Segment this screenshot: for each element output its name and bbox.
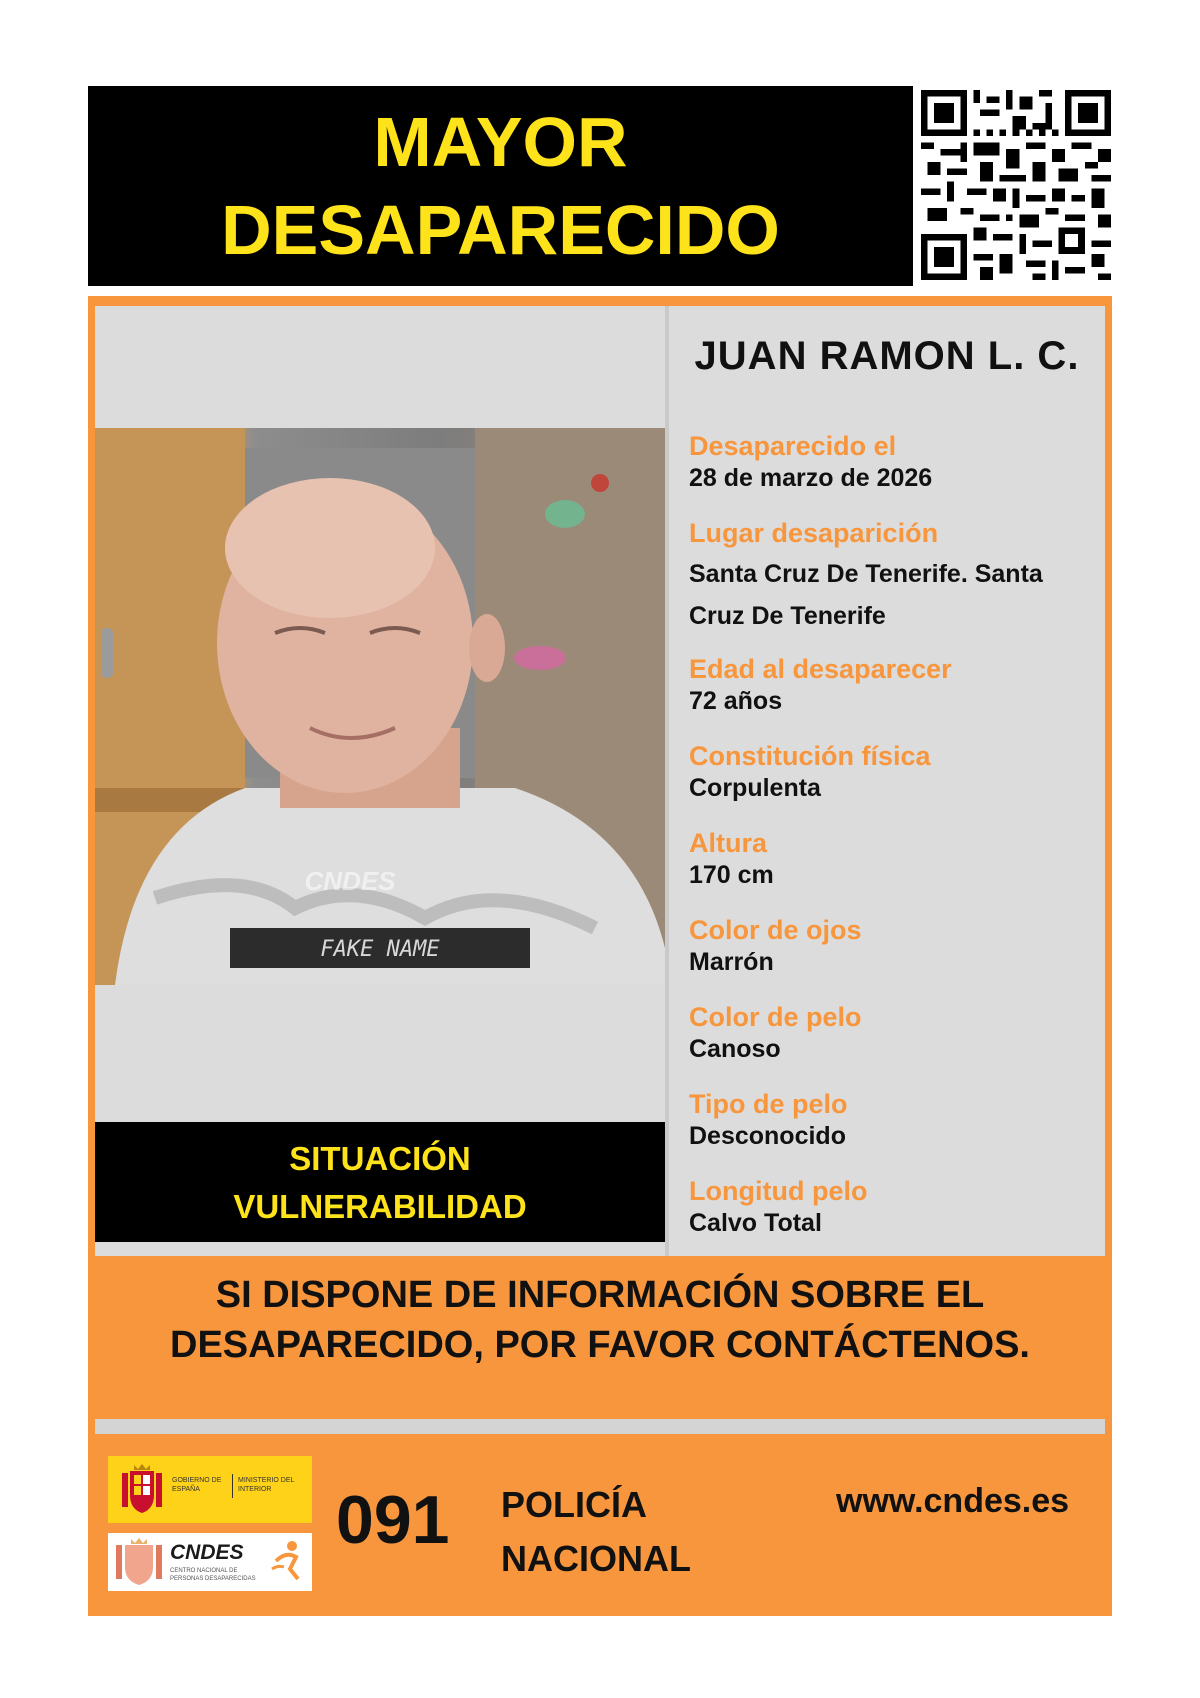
- field-label-eye-color: Color de ojos: [689, 915, 862, 945]
- poster-title: [88, 86, 913, 286]
- vulnerability-line-2: VULNERABILIDAD: [233, 1188, 527, 1225]
- photo-column: [95, 306, 665, 1251]
- field-label-height: Altura: [689, 828, 768, 858]
- cndes-subtitle: CENTRO NACIONAL DE PERSONAS DESAPARECIDAS: [170, 1568, 256, 1582]
- runner-icon: [268, 1539, 304, 1583]
- field-value-location: Santa Cruz De Tenerife. Santa Cruz De Tenerife: [689, 560, 1043, 630]
- person-name: JUAN RAMON L. C.: [694, 334, 1080, 378]
- field-label-hair-color: Color de pelo: [689, 1002, 862, 1032]
- field-value-hair-color: Canoso: [689, 1035, 781, 1063]
- missing-person-photo: [95, 428, 665, 985]
- title-line-2: DESAPARECIDO: [221, 191, 780, 269]
- coat-of-arms-icon: [120, 1463, 164, 1515]
- shirt-text: FAKE NAME: [320, 937, 440, 962]
- field-label-disappeared-date: Desaparecido el: [689, 431, 897, 461]
- qr-code-icon[interactable]: [921, 90, 1111, 280]
- cndes-brand: CNDES: [170, 1541, 244, 1564]
- cndes-logo: [108, 1533, 312, 1591]
- government-logo: [108, 1456, 312, 1523]
- appeal-line-2: DESAPARECIDO, POR FAVOR CONTÁCTENOS.: [170, 1324, 1030, 1366]
- police-name: [501, 1478, 691, 1586]
- title-line-1: MAYOR: [373, 103, 628, 181]
- vulnerability-line-1: SITUACIÓN: [289, 1140, 471, 1177]
- field-value-height: 170 cm: [689, 861, 774, 889]
- details-list: [689, 430, 1099, 1262]
- emergency-phone[interactable]: 091: [336, 1482, 450, 1558]
- contact-appeal: [88, 1270, 1112, 1370]
- poster-body: [88, 296, 1112, 1616]
- police-line-1: POLICÍA: [501, 1484, 648, 1525]
- vulnerability-badge: [95, 1122, 665, 1242]
- gov-text-2: MINISTERIO DEL INTERIOR: [238, 1477, 295, 1493]
- field-value-eye-color: Marrón: [689, 948, 774, 976]
- field-value-hair-type: Desconocido: [689, 1122, 846, 1150]
- field-label-hair-length: Longitud pelo: [689, 1176, 868, 1206]
- gov-text-1: GOBIERNO DE ESPAÑA: [172, 1477, 222, 1493]
- photo-watermark: CNDES: [304, 866, 396, 896]
- field-value-build: Corpulenta: [689, 774, 821, 802]
- appeal-line-1: SI DISPONE DE INFORMACIÓN SOBRE EL: [215, 1274, 985, 1316]
- police-line-2: NACIONAL: [501, 1538, 691, 1579]
- info-card: [95, 306, 1105, 1256]
- field-label-hair-type: Tipo de pelo: [689, 1089, 848, 1119]
- gov-logo-separator: [232, 1474, 233, 1498]
- field-label-location: Lugar desaparición: [689, 518, 939, 548]
- field-value-disappeared-date: 28 de marzo de 2026: [689, 464, 933, 492]
- footer-divider: [95, 1419, 1105, 1434]
- field-value-age: 72 años: [689, 687, 783, 715]
- website-link[interactable]: www.cndes.es: [836, 1482, 1070, 1520]
- coat-of-arms-icon: [114, 1537, 164, 1587]
- field-label-build: Constitución física: [689, 741, 931, 771]
- column-divider: [665, 306, 669, 1256]
- field-label-age: Edad al desaparecer: [689, 654, 952, 684]
- field-value-hair-length: Calvo Total: [689, 1209, 822, 1237]
